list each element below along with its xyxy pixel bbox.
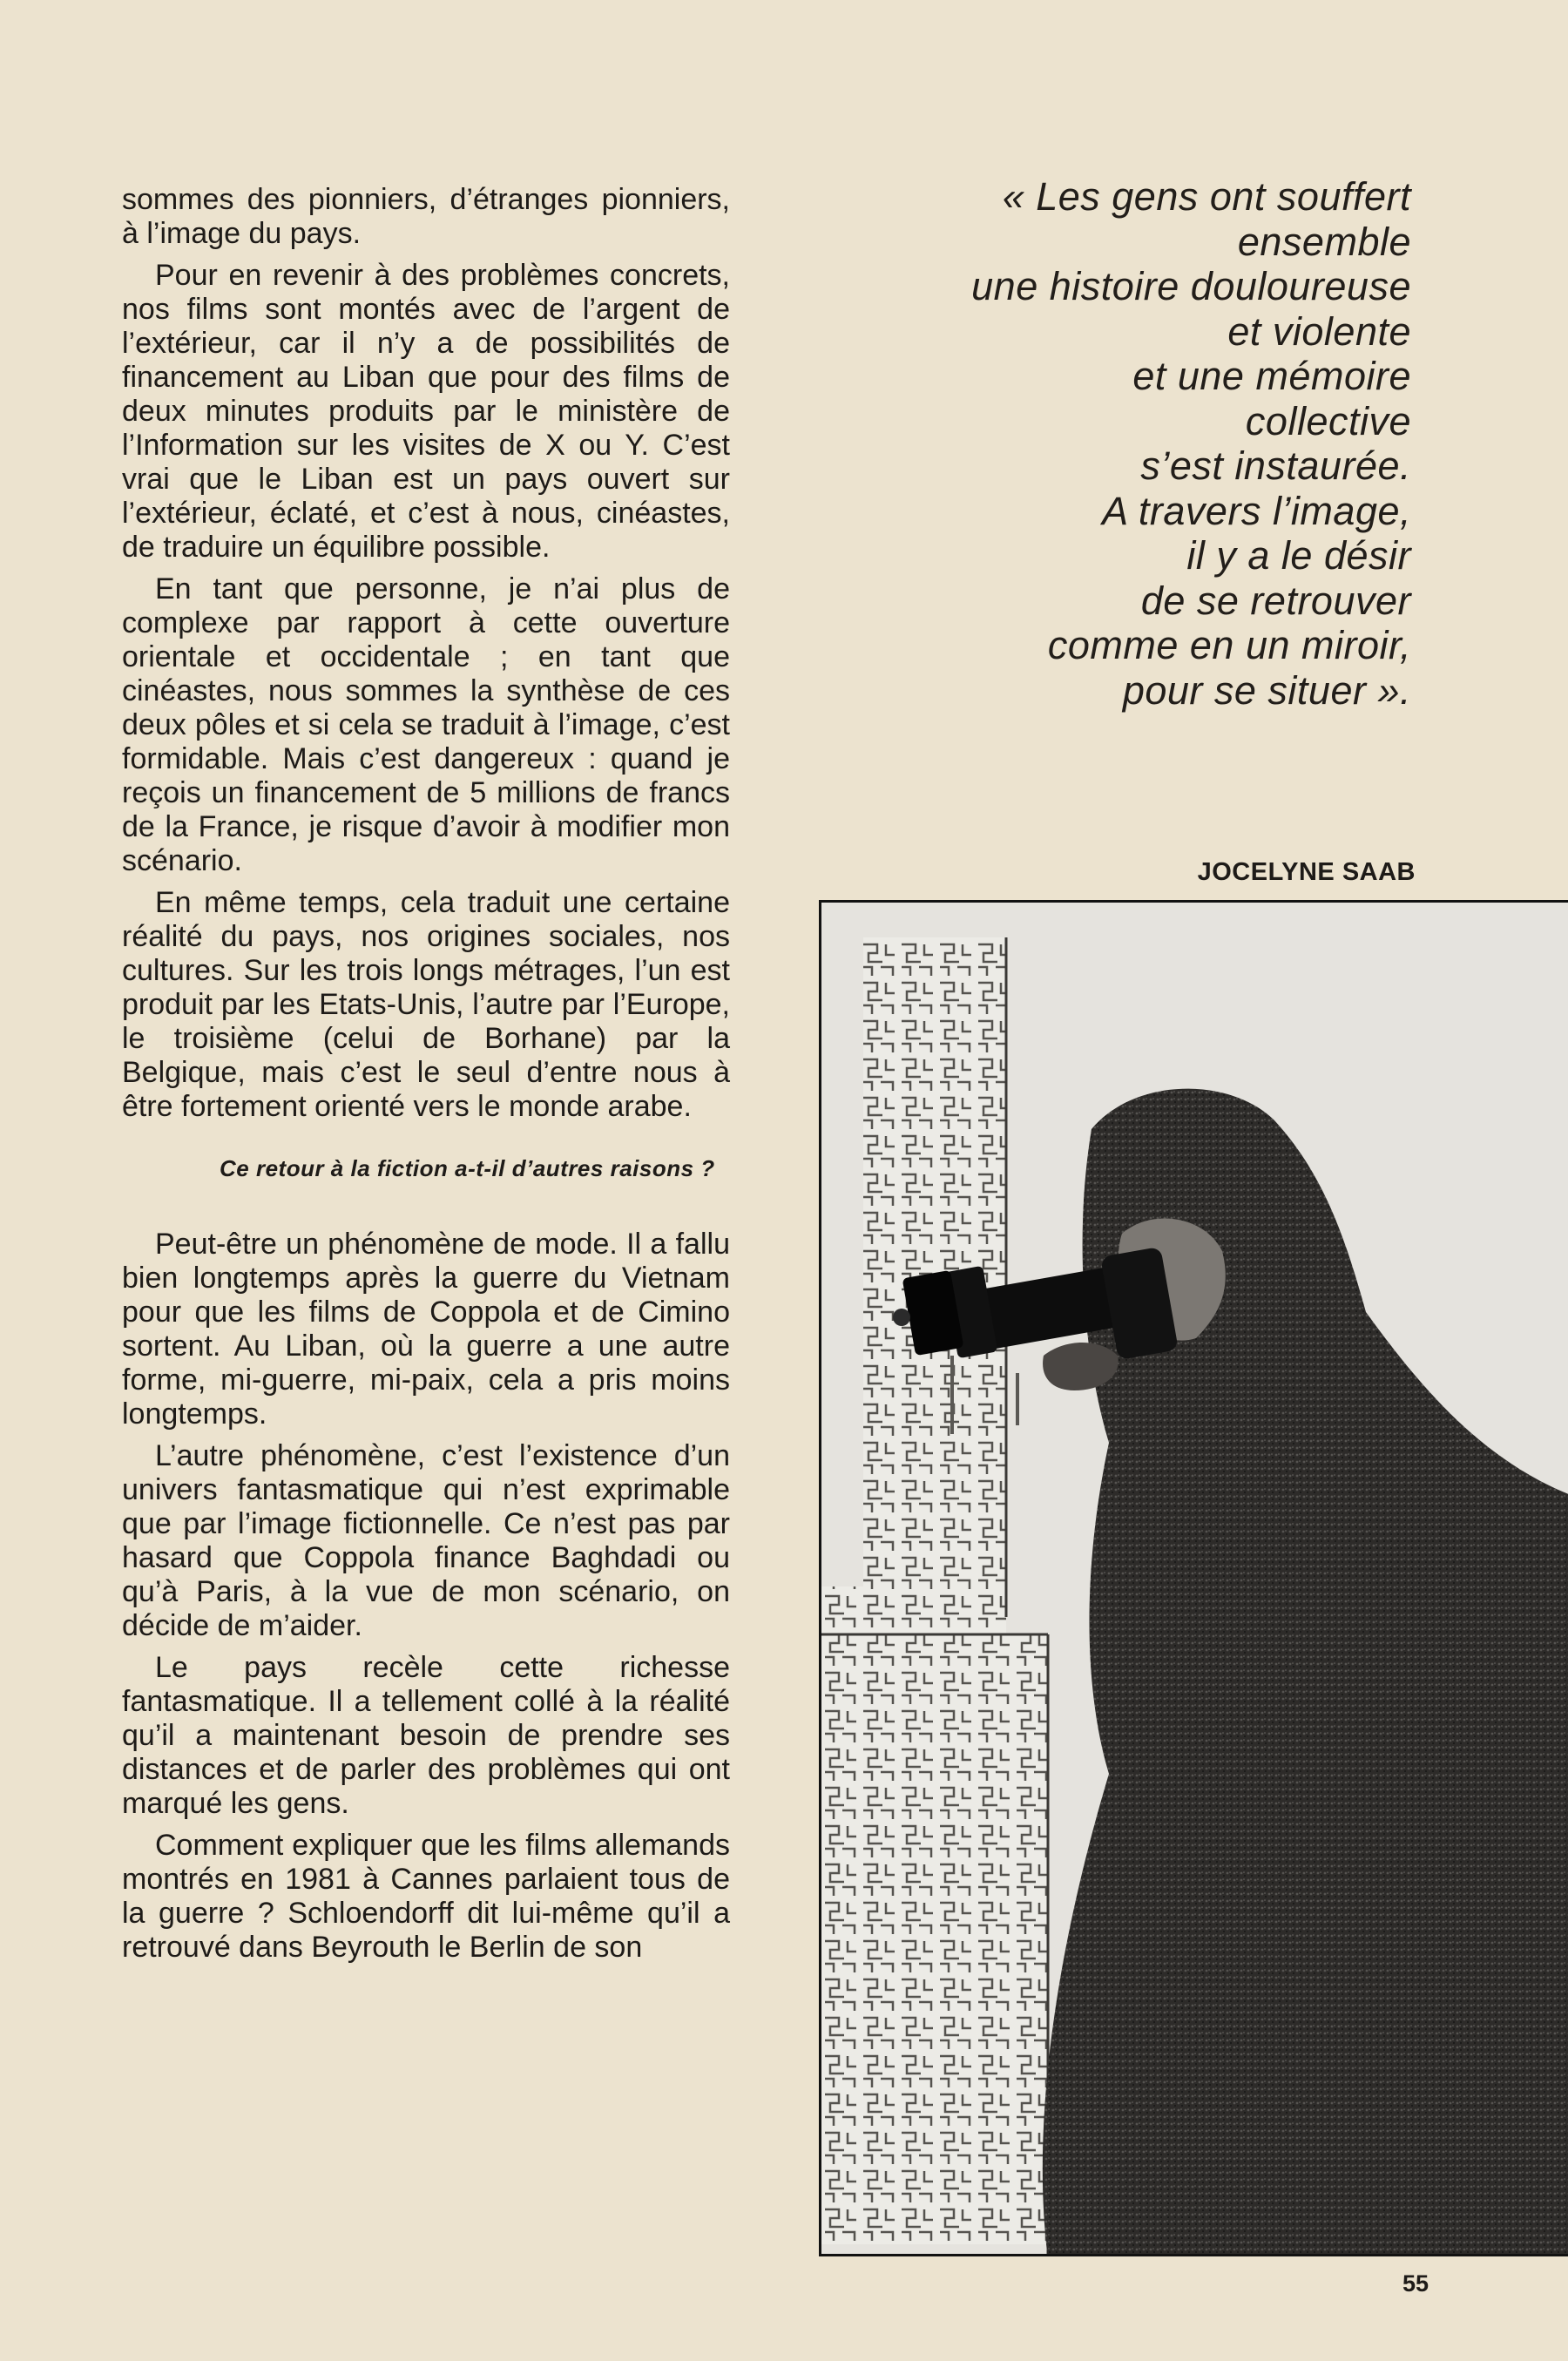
article-paragraph: Comment expliquer que les films allemands montrés en 1981 à Cannes parlaient tous de la guerre ? Schloendorff dit lui-même qu’il a retrouvé dans Beyrouth le Berlin de son: [122, 1829, 730, 1964]
pull-quote-line: s’est instaurée.: [1140, 443, 1411, 488]
pull-quote-line: une histoire douloureuse: [971, 264, 1411, 308]
page-number: 55: [1402, 2270, 1429, 2297]
article-paragraph: En tant que personne, je n’ai plus de complexe par rapport à cette ouverture orientale et occidentale ; en tant que cinéastes, nous sommes la synthèse de ces deux pôles et si cela se traduit à l’image, c’est formidable. Mais c’est dangereux : quand je reçois un financement de 5 millions de francs de la France, je risque d’avoir à modifier mon scénario.: [122, 572, 730, 877]
article-paragraph: L’autre phénomène, c’est l’existence d’un univers fantasmatique qui n’est exprimable que par l’image fictionnelle. Ce n’est pas par hasard que Coppola finance Baghdadi ou qu’à Paris, à la vue de mon scénario, on décide de m’aider.: [122, 1439, 730, 1642]
article-paragraph: Le pays recèle cette richesse fantasmatique. Il a tellement collé à la réalité qu’il a maintenant besoin de prendre ses distances et de parler des problèmes qui ont marqué les gens.: [122, 1651, 730, 1820]
pull-quote-line: comme en un miroir,: [1047, 623, 1411, 667]
wall-tile-panel: [821, 1634, 1048, 2244]
photo-filmmaker-with-camera: [819, 900, 1568, 2256]
article-paragraph: Peut-être un phénomène de mode. Il a fallu bien longtemps après la guerre du Vietnam pour que les films de Coppola et de Cimino sortent. Au Liban, où la guerre a une autre forme, mi-guerre, mi-paix, cela a pris moins longtemps.: [122, 1228, 730, 1431]
pull-quote-line: et une mémoire: [1132, 354, 1411, 398]
article-paragraph: sommes des pionniers, d’étranges pionniers, à l’image du pays.: [122, 183, 730, 250]
pull-quote-line: et violente: [1227, 308, 1411, 354]
pull-quote-line: « Les gens ont souffert: [1002, 174, 1411, 219]
pull-quote-line: il y a le désir: [1186, 533, 1411, 578]
pull-quote: [836, 174, 1411, 713]
pull-quote-line: A travers l’image,: [1102, 488, 1411, 533]
interview-question: Ce retour à la fiction a-t-il d’autres raisons ?: [220, 1155, 715, 1181]
article-text-column: [122, 183, 730, 1972]
pull-quote-line: pour se situer ».: [1122, 667, 1411, 713]
pull-quote-line: de se retrouver: [1140, 578, 1411, 623]
article-paragraph: En même temps, cela traduit une certaine réalité du pays, nos origines sociales, nos cultures. Sur les trois longs métrages, l’un est produit par les Etats-Unis, l’autre par l’Europe, le troisième (celui de Borhane) par la Belgique, mais c’est le seul d’entre nous à être fortement orienté vers le monde arabe.: [122, 886, 730, 1123]
article-paragraph: Pour en revenir à des problèmes concrets, nos films sont montés avec de l’argent de l’extérieur, car il n’y a de possibilités de financement au Liban que pour des films de deux minutes produits par le ministère de l’Information sur les visites de X ou Y. C’est vrai que le Liban est un pays ouvert sur l’extérieur, éclaté, et c’est à nous, cinéastes, de traduire un équilibre possible.: [122, 259, 730, 564]
pull-quote-line: collective: [1245, 398, 1411, 443]
quote-attribution: JOCELYNE SAAB: [1197, 858, 1416, 886]
pull-quote-line: ensemble: [1237, 219, 1411, 264]
